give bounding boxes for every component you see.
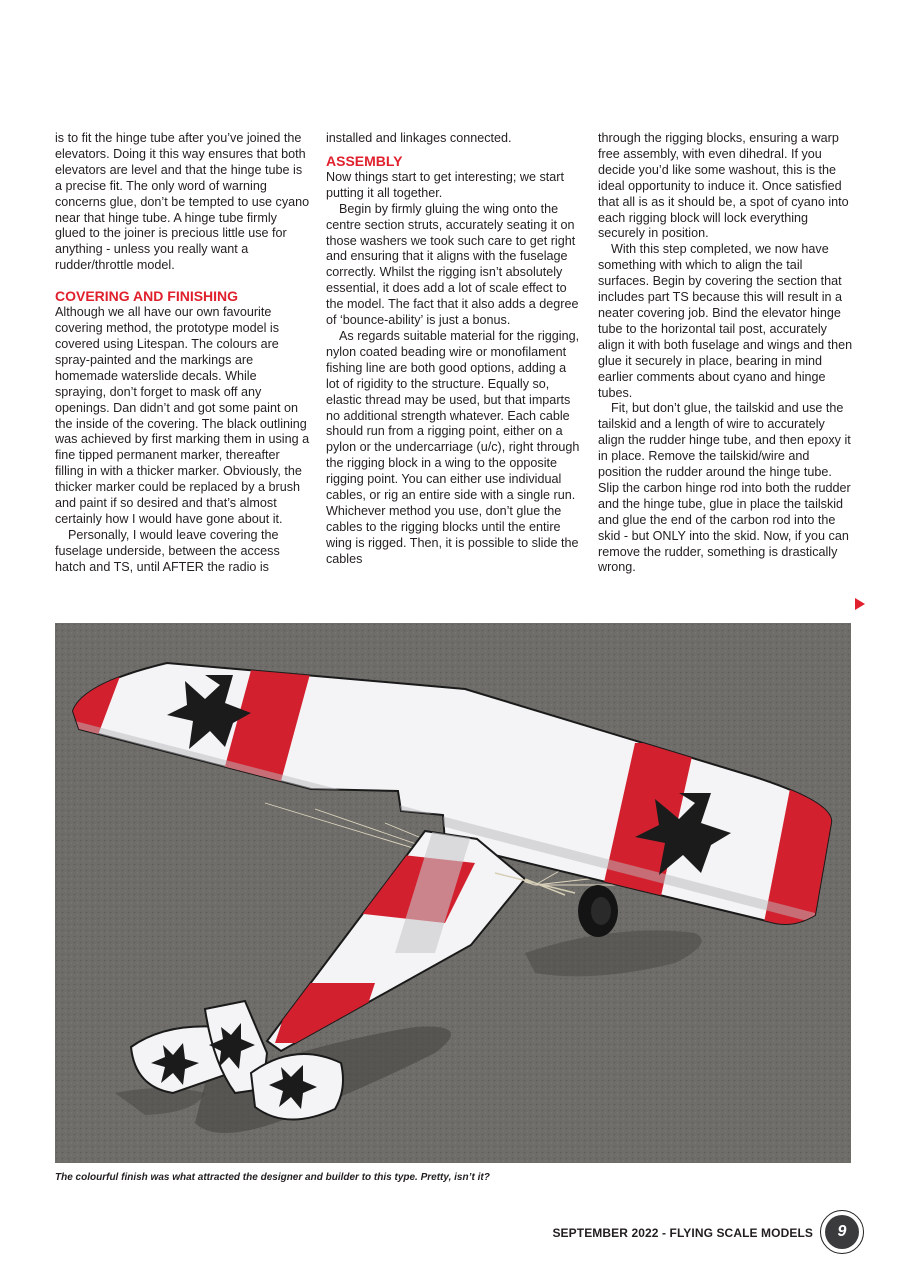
paragraph: As regards suitable material for the rigging, nylon coated beading wire or monofilament fishing line are both good options, adding a lot of rigidity to the structure. Equally so, elastic thread may be used, but that imparts no additional strength whatever. Each cable should run from a rigging point, either on a pylon or the undercarriage (u/c), right through the rigging block in a wing to the opposite rigging point. You can either use individual cables, or rig an entire side with a single run. Whichever method you use, don’t glue the cables to the rigging blocks until the entire wing is rigged. Then, it is possible to slide the cables: [326, 328, 580, 566]
aircraft-photo: [55, 623, 851, 1163]
photo-caption: The colourful finish was what attracted the designer and builder to this type. Pretty, isn’t it?: [55, 1172, 490, 1183]
paragraph: Fit, but don’t glue, the tailskid and use the tailskid and a length of wire to accurately align the rudder hinge tube, and then epoxy it in place. Remove the tailskid/wire and position the rudder around the hinge tube. Slip the carbon hinge rod into both the rudder and the hinge tube, glue in place the tailskid and glue the end of the carbon rod into the skid - but ONLY into the skid. Now, if you can remove the rudder, something is drastically wrong.: [598, 401, 851, 575]
paragraph: Begin by firmly gluing the wing onto the centre section struts, accurately seating it on those washers we took such care to get right and ensuring that it aligns with the fuselage correctly. Whilst the rigging isn’t absolutely essential, it does add a lot of scale effect to the model. The fact that it also adds a degree of ‘bounce-ability’ is just a bonus.: [326, 201, 579, 328]
paragraph: Now things start to get interesting; we start putting it all together.: [326, 169, 564, 200]
footer-issue-title: SEPTEMBER 2022 - FLYING SCALE MODELS: [552, 1226, 813, 1240]
triangle-right-icon: [855, 598, 865, 610]
text-column-2: [326, 131, 582, 568]
paragraph: With this step completed, we now have something with which to align the tail surfaces. Begin by covering the section that includes part TS because this will result in a neater covering job. Bind the elevator hinge tube to the horizontal tail post, accurately align it with both fuselage and wings and then glue it securely in place, bearing in mind earlier comments about cyano and hinge tubes.: [598, 242, 853, 400]
text-column-1: [55, 131, 311, 576]
text-column-3: [598, 131, 854, 576]
section-heading: COVERING AND FINISHING: [55, 288, 239, 305]
page-number: 9: [825, 1215, 859, 1249]
paragraph: Although we all have our own favourite covering method, the prototype model is covered using Litespan. The colours are spray-painted and the markings are homemade waterslide decals. While spraying, don’t forget to mask off any openings. Dan didn’t and got some paint on the inside of the covering. The black outlining was achieved by first marking them in using a fine tipped permanent marker, thereafter filling in with a thicker marker. Obviously, the thicker marker could be replaced by a brush and paint if so desired and that’s almost certainly how I would have gone about it.: [55, 305, 310, 526]
paragraph: installed and linkages connected.: [326, 131, 512, 145]
page-number-badge: [820, 1210, 864, 1254]
paragraph: is to fit the hinge tube after you’ve joined the elevators. Doing it this way ensures that both elevators are level and that the hinge tube is a precise fit. The only word of warning concerns glue, don’t be tempted to use cyano near that hinge tube. A hinge tube firmly glued to the joiner is precious little use for anything - unless you really want a rudder/throttle model.: [55, 131, 310, 273]
paragraph: Personally, I would leave covering the fuselage underside, between the access hatch and TS, until AFTER the radio is: [55, 527, 280, 574]
paragraph: through the rigging blocks, ensuring a warp free assembly, with even dihedral. If you decide you’d like some washout, this is the ideal opportunity to induce it. Once satisfied that all is as it should be, a spot of cyano into each rigging block will lock everything securely in position.: [598, 131, 849, 241]
section-heading: ASSEMBLY: [326, 152, 403, 169]
